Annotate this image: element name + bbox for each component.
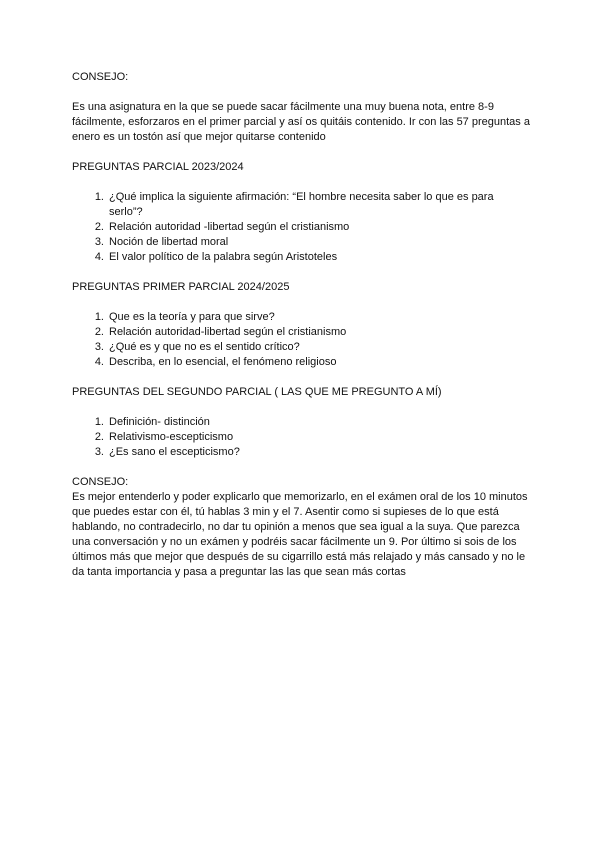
list-number: 4.	[94, 356, 104, 368]
list-item	[72, 325, 532, 340]
list-item	[72, 445, 532, 460]
intro-paragraph: Es una asignatura en la que se puede sacar fácilmente una muy buena nota, entre 8-9 fácilmente, esforzaros en el primer parcial y así os quitáis contenido. Ir con las 57 preguntas a enero es un tostón así que mejor quitarse contenido	[72, 101, 530, 143]
closing-heading: CONSEJO:	[72, 476, 129, 488]
list-number: 1.	[94, 191, 104, 203]
question-text: Relación autoridad-libertad según el cristianismo	[109, 326, 347, 338]
section-title-parcial-2023-2024: PREGUNTAS PARCIAL 2023/2024	[72, 161, 244, 173]
list-number: 2.	[94, 326, 104, 338]
list-item	[72, 220, 532, 235]
document-page	[72, 70, 532, 580]
question-list-segundo-parcial	[72, 415, 532, 460]
list-number: 3.	[94, 446, 104, 458]
section-title-segundo-parcial: PREGUNTAS DEL SEGUNDO PARCIAL ( LAS QUE ME PREGUNTO A MÍ)	[72, 386, 442, 398]
list-number: 1.	[94, 416, 104, 428]
list-item	[72, 310, 532, 325]
list-item	[72, 190, 532, 220]
list-number: 1.	[94, 311, 104, 323]
list-item	[72, 235, 532, 250]
list-item	[72, 340, 532, 355]
section-title-primer-parcial-2024-2025: PREGUNTAS PRIMER PARCIAL 2024/2025	[72, 281, 290, 293]
list-item	[72, 250, 532, 265]
closing-paragraph: Es mejor entenderlo y poder explicarlo que memorizarlo, en el exámen oral de los 10 minutos que puedes estar con él, tú hablas 3 min y el 7. Asentir como si supieses de lo que está hablando, no contradecirlo, no dar tu opinión a menos que sea igual a la suya. Que parezca una conversación y no un exámen y podréis sacar fácilmente un 9. Por último si sois de los últimos más que mejor que después de su cigarrillo está más relajado y más cansado y no le da tanta importancia y pasa a preguntar las las que sean más cortas	[72, 491, 528, 578]
list-number: 2.	[94, 221, 104, 233]
question-text: Relativismo-escepticismo	[109, 431, 234, 443]
question-list-2023-2024	[72, 190, 532, 265]
intro-heading: CONSEJO:	[72, 71, 129, 83]
list-item	[72, 415, 532, 430]
question-list-2024-2025	[72, 310, 532, 370]
question-text: ¿Es sano el escepticismo?	[109, 446, 240, 458]
question-text: ¿Qué es y que no es el sentido crítico?	[109, 341, 300, 353]
question-text: ¿Qué implica la siguiente afirmación: “El hombre necesita saber lo que es para serlo”?	[109, 191, 494, 218]
question-text: Que es la teoría y para que sirve?	[109, 311, 275, 323]
question-text: Describa, en lo esencial, el fenómeno religioso	[109, 356, 337, 368]
list-number: 2.	[94, 431, 104, 443]
list-number: 3.	[94, 341, 104, 353]
question-text: Definición- distinción	[109, 416, 210, 428]
list-item	[72, 355, 532, 370]
question-text: El valor político de la palabra según Aristoteles	[109, 251, 338, 263]
list-number: 4.	[94, 251, 104, 263]
list-number: 3.	[94, 236, 104, 248]
question-text: Noción de libertad moral	[109, 236, 229, 248]
question-text: Relación autoridad -libertad según el cristianismo	[109, 221, 350, 233]
list-item	[72, 430, 532, 445]
